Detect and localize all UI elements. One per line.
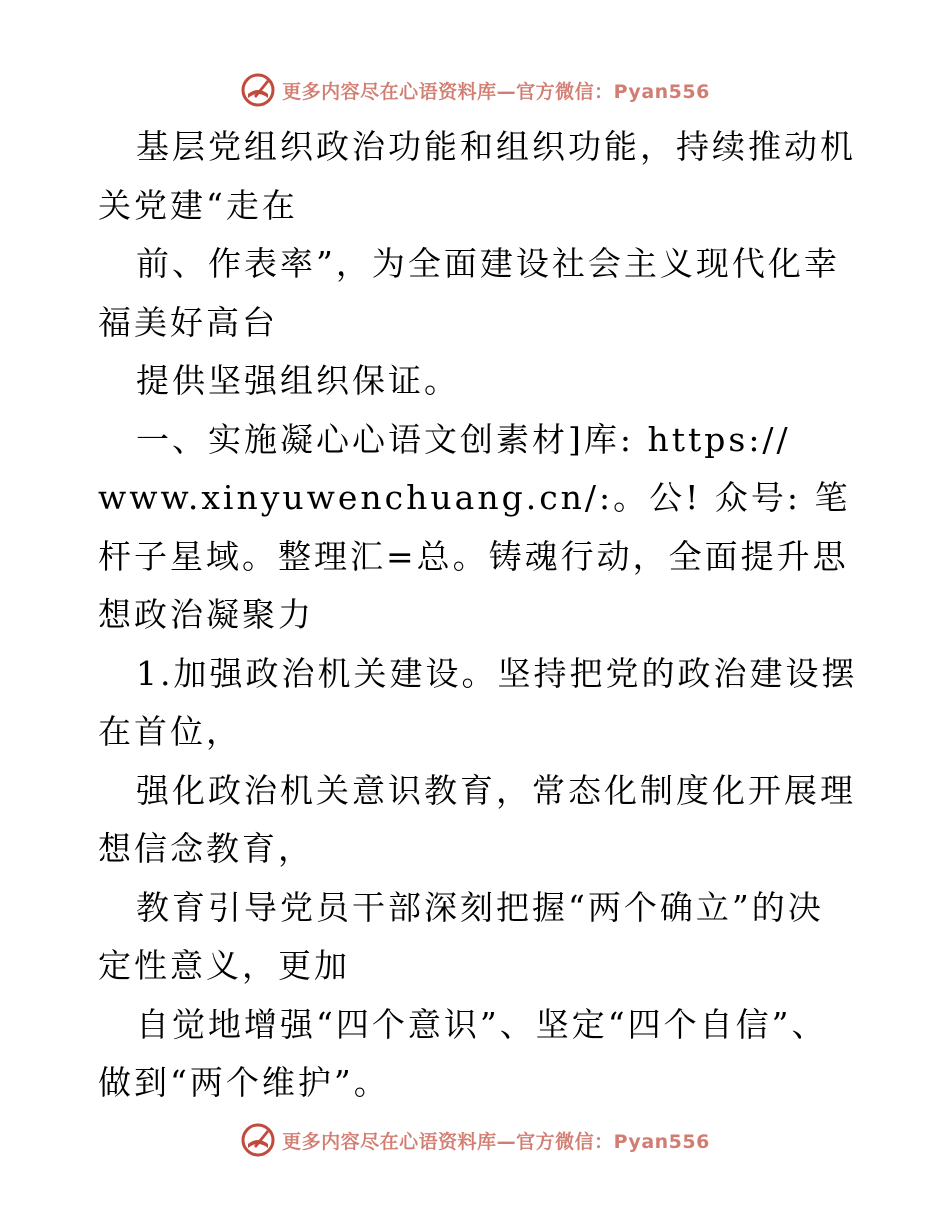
document-body (98, 118, 858, 1113)
paragraph: 强化政治机关意识教育，常态化制度化开展理想信念教育， (98, 770, 856, 868)
paragraph: 1.加强政治机关建设。坚持把党的政治建设摆在首位， (98, 653, 858, 751)
paragraph: 基层党组织政治功能和组织功能，持续推动机关党建“走在 (98, 127, 856, 225)
footer-banner (0, 1120, 950, 1160)
header-banner-text: 更多内容尽在心语资料库—官方微信：Pyan556 (282, 80, 710, 103)
paragraph: 一、实施凝心心语文创素材]库: https:// www.xinyuwenchuang.cn/:。公! 众号: 笔杆子星域。整理汇=总。铸魂行动，全面提升思想政治凝聚力 (98, 419, 851, 634)
paragraph: 前、作表率”，为全面建设社会主义现代化幸福美好高台 (98, 244, 840, 342)
paragraph: 教育引导党员干部深刻把握“两个确立”的决定性意义，更加 (98, 887, 824, 985)
paragraph: 自觉地增强“四个意识”、坚定“四个自信”、做到“两个维护”。 (98, 1004, 828, 1102)
book-quill-icon (240, 1122, 276, 1158)
header-banner (0, 70, 950, 110)
footer-banner-text: 更多内容尽在心语资料库—官方微信：Pyan556 (282, 1130, 710, 1153)
book-quill-icon (240, 72, 276, 108)
paragraph: 提供坚强组织保证。 (136, 361, 460, 400)
